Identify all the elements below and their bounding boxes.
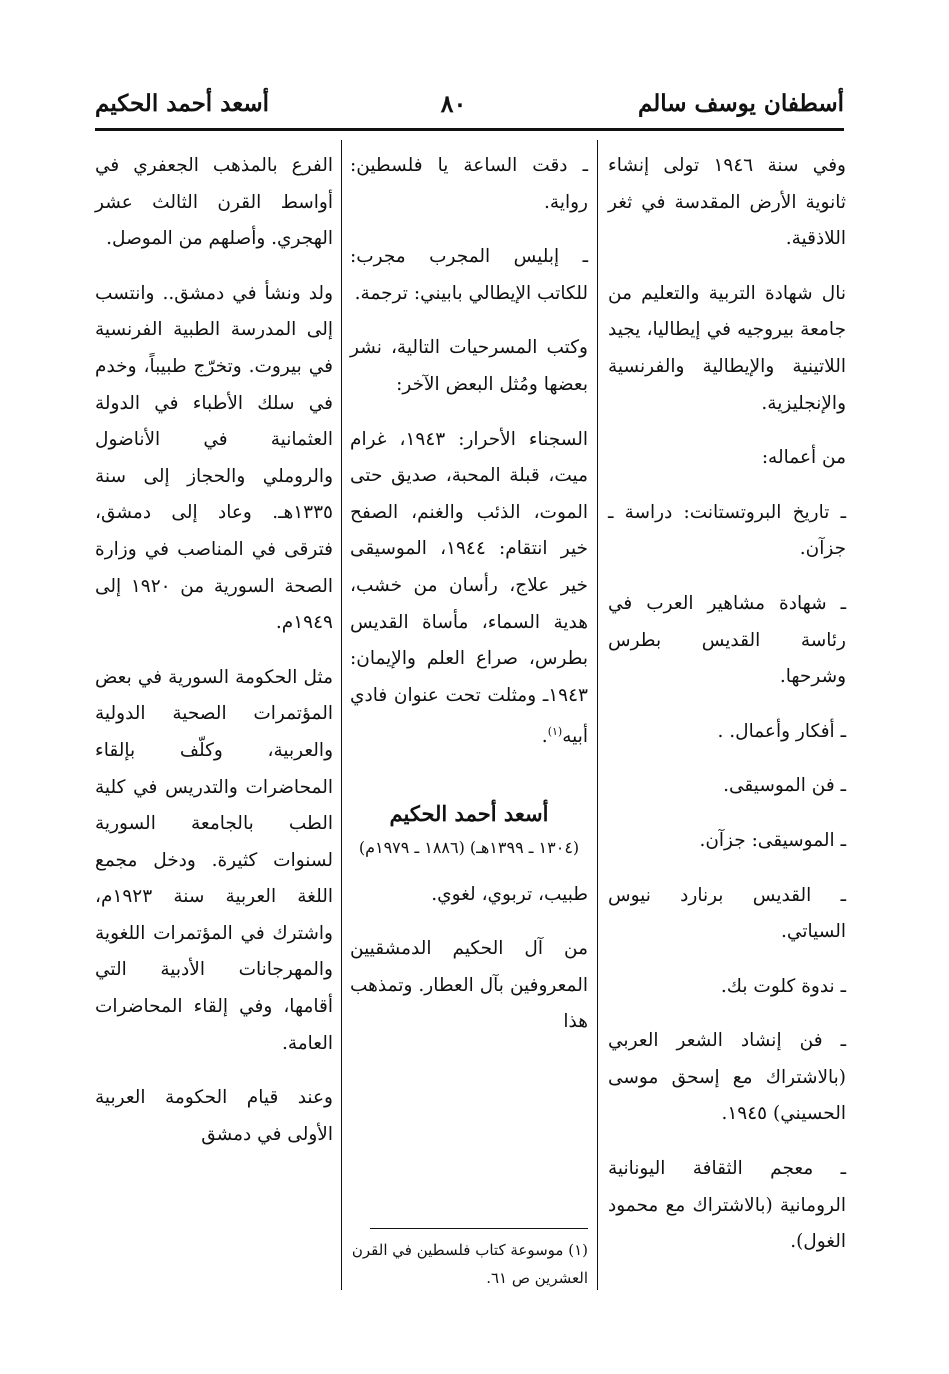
entry-title: أسعد أحمد الحكيم [389, 801, 549, 827]
list-item: ـ القديس برنارد نيوس السياتي. [608, 884, 846, 943]
column-divider [597, 140, 598, 1290]
header-rule [95, 128, 844, 131]
paragraph: نال شهادة التربية والتعليم من جامعة بيروجيه في إيطاليا، يجيد اللاتينية والإيطالية والفرنسية والإنجليزية. [608, 282, 846, 414]
paragraph: الفرع بالمذهب الجعفري في أواسط القرن الثالث عشر الهجري. وأصلهم من الموصل. [95, 155, 333, 250]
list-item: ـ إبليس المجرب مجرب: للكاتب الإيطالي بابيني: ترجمة. [350, 246, 588, 304]
entry-dates: (١٣٠٤ ـ ١٣٩٩هـ) (١٨٨٦ ـ ١٩٧٩م) [358, 837, 580, 857]
paragraph: من آل الحكيم الدمشقيين المعروفين بآل العطار. وتمذهب هذا [350, 938, 588, 1033]
paragraph: وفي سنة ١٩٤٦ تولى إنشاء ثانوية الأرض المقدسة في ثغر اللاذقية. [608, 155, 846, 250]
plays-list: السجناء الأحرار: ١٩٤٣، غرام ميت، قبلة المحبة، صديق حتى الموت، الذئب والغنم، الصفح خير انتقام: ١٩٤٤، الموسيقى خير علاج، رأسان من خشب، هدية السماء، مأساة القديس بطرس، صراع العلم والإيمان: ١٩٤٣ـ ومثلت تحت عنوان فادي أبيه [350, 428, 588, 748]
column-divider [341, 140, 342, 1290]
column-middle [350, 148, 588, 1059]
paragraph: طبيب، تربوي، لغوي. [431, 883, 588, 905]
running-header [95, 80, 844, 126]
header-author-right: أسطفان يوسف سالم [637, 89, 844, 117]
list-item: ـ فن الموسيقى. [723, 775, 846, 797]
list-item: ـ ندوة كلوت بك. [720, 975, 846, 997]
footnote-rule [370, 1228, 588, 1229]
list-item: ـ شهادة مشاهير العرب في رئاسة القديس بطرس وشرحها. [608, 592, 846, 688]
paragraph: السجناء الأحرار: ١٩٤٣، غرام ميت، قبلة المحبة، صديق حتى الموت، الذئب والغنم، الصفح خير انتقام: ١٩٤٤، الموسيقى خير علاج، رأسان من خشب، هدية السماء، مأساة القديس بطرس، صراع العلم والإيمان: ١٩٤٣ـ ومثلت تحت عنوان فادي أبيه$^{(١)}$. [350, 428, 588, 748]
paragraph: ولد ونشأ في دمشق.. وانتسب إلى المدرسة الطبية الفرنسية في بيروت. وتخرّج طبيباً، وخدم في سلك الأطباء في الدولة العثمانية في الأناضول والروملي والحجاز إلى سنة ١٣٣٥هـ. وعاد إلى دمشق، فترقى في المناصب في وزارة الصحة السورية من ١٩٢٠ إلى ١٩٤٩م. [95, 282, 334, 634]
list-item: ـ معجم الثقافة اليونانية الرومانية (بالاشتراك مع محمود الغول). [608, 1158, 846, 1253]
paragraph: وعند قيام الحكومة العربية الأولى في دمشق [95, 1087, 333, 1145]
list-item: ـ دقت الساعة يا فلسطين: رواية. [350, 155, 588, 213]
header-author-left: أسعد أحمد الحكيم [95, 89, 270, 117]
footnote: (١) موسوعة كتاب فلسطين في القرن العشرين ص ٦١. [351, 1241, 588, 1287]
column-left [95, 148, 333, 1171]
page-number: ٨٠ [440, 88, 467, 118]
column-right [608, 148, 846, 1279]
list-item: ـ الموسيقى: جزآن. [699, 829, 846, 851]
paragraph: مثل الحكومة السورية في بعض المؤتمرات الصحية الدولية والعربية، وكلّف بإلقاء المحاضرات والتدريس في كلية الطب بالجامعة السورية لسنوات كثيرة. ودخل مجمع اللغة العربية سنة ١٩٢٣م، واشترك في المؤتمرات اللغوية والمهرجانات الأدبية التي أقامها، وفي إلقاء المحاضرات العامة. [95, 666, 333, 1054]
paragraph: من أعماله: [761, 447, 846, 469]
paragraph: وكتب المسرحيات التالية، نشر بعضها ومُثل البعض الآخر: [350, 337, 588, 395]
footnote-marker: (١) [547, 725, 563, 739]
list-item: ـ فن إنشاد الشعر العربي (بالاشتراك مع إسحق موسى الحسيني) ١٩٤٥. [608, 1030, 846, 1125]
list-item: ـ أفكار وأعمال. . [717, 720, 846, 742]
list-item: ـ تاريخ البروتستانت: دراسة ـ جزآن. [608, 501, 846, 560]
